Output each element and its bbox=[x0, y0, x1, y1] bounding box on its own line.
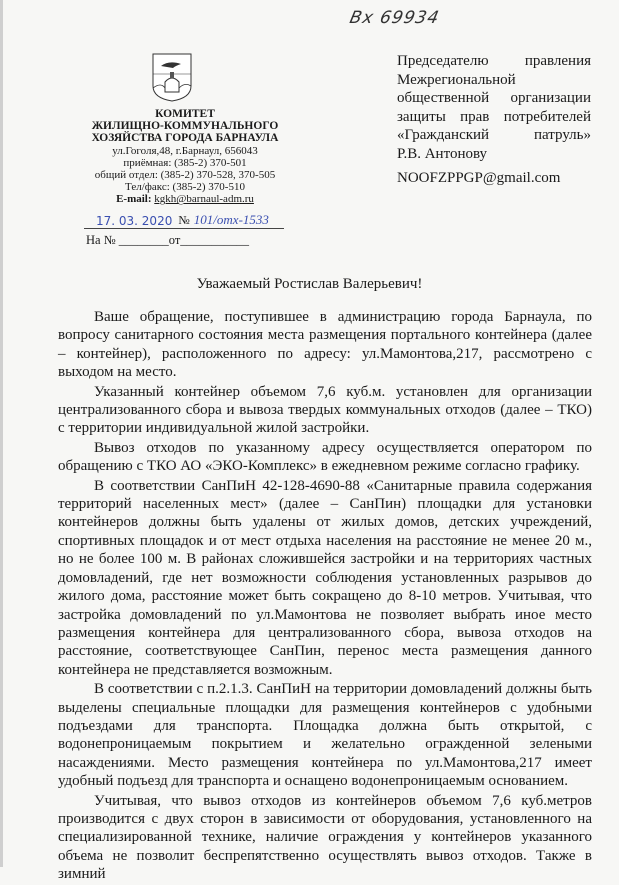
recipient-line: «Гражданский патруль» bbox=[397, 127, 591, 143]
sender-email-row bbox=[65, 193, 305, 205]
recipient-line: общественной организации bbox=[397, 90, 591, 106]
greeting: Уважаемый Ростислав Валерьевич! bbox=[196, 276, 423, 292]
email-label: E-mail: bbox=[116, 193, 152, 206]
sender-line-3: ХОЗЯЙСТВА ГОРОДА БАРНАУЛА bbox=[91, 132, 279, 145]
registration-mark: Вх 69934 bbox=[347, 8, 442, 28]
recipient-line: защиты прав потребителей bbox=[397, 108, 591, 125]
number-label: № bbox=[178, 213, 190, 227]
outgoing-number: 101/отх-1533 bbox=[193, 212, 269, 227]
paragraph: В соответствии с п.2.1.3. СанПиН на территории домовладений должны быть выделены специальные площадки для размещения контейнеров с удобными подъездами для транспорта. Площадка должна быть открытой, с водонепроницаемым покрытием и желательно огражденной зелеными насаждениями. Место размещения контейнера по ул.Мамонтова,217 имеет удобный подъезд для транспорта и оснащено водонепроницаемым основанием. bbox=[58, 681, 592, 790]
scan-edge bbox=[0, 0, 3, 867]
paragraph: Ваше обращение, поступившее в администрацию города Барнаула, по вопросу санитарного состояния места размещения портального контейнера (далее – контейнер), расположенного по адресу: ул.Мамонтова,217, рассмотрено с выходом на место. bbox=[58, 309, 592, 381]
recipient-email: NOOFZPPGP@gmail.com bbox=[397, 170, 561, 186]
paragraph: В соответствии СанПиН 42-128-4690-88 «Санитарные правила содержания территорий населенных мест» (далее – СанПин) площадки для установки контейнеров должны быть удалены от жилых домов, детских учреждений, спортивных площадок и от мест отдыха населения на расстояние не менее 20 м., но не более 100 м. В районах сложившейся застройки и на территориях частных домовладений, где нет возможности соблюдения установленных разрывов до жилого дома, расстояние может быть сокращено до 8-10 метров. Учитывая, что застройка домовладений по ул.Мамонтова не позволяет выбрать иное место размещения контейнера для централизованного сбора, вывоза отходов на расстояние, соответствующее СанПин, перенос места размещения данного контейнера не представляется возможным. bbox=[58, 477, 592, 678]
sender-fax: Тел/факс: (385-2) 370-510 bbox=[125, 181, 245, 194]
recipient-line: Председателю правления bbox=[397, 53, 591, 69]
recipient-line: Р.В. Антонову bbox=[397, 145, 488, 162]
sender-reception: приёмная: (385-2) 370-501 bbox=[123, 156, 247, 169]
sender-line-1: КОМИТЕТ bbox=[155, 108, 215, 120]
sender-line-2: ЖИЛИЩНО-КОММУНАЛЬНОГО bbox=[91, 120, 279, 133]
coat-of-arms-icon bbox=[151, 52, 193, 102]
paragraph: Вывоз отходов по указанному адресу осуществляется оператором по обращению с ТКО АО «ЭКО-Комплекс» в ежедневном режиме согласно графику. bbox=[58, 439, 592, 475]
sender-address: ул.Гоголя,48, г.Барнаул, 656043 bbox=[112, 144, 258, 157]
paragraph: Указанный контейнер объемом 7,6 куб.м. установлен для организации централизованного сбора и вывоза твердых коммунальных отходов (далее – ТКО) с территории индивидуальной жилой застройки. bbox=[58, 383, 592, 437]
reply-to-line: На № ________от___________ bbox=[86, 233, 250, 247]
recipient-line: Межрегиональной bbox=[397, 71, 516, 88]
outgoing-date-number bbox=[84, 212, 284, 229]
sender-general: общий отдел: (385-2) 370-528, 370-505 bbox=[94, 169, 276, 182]
paragraph: Учитывая, что вывоз отходов из контейнеров объемом 7,6 куб.метров производится с двух сторон в зависимости от оборудования, установленного на специализированной технике, наличие ограждения у контейнеров указанного объема не позволит беспрепятственно осуществлять вывоз отходов. Также в зимний bbox=[58, 792, 592, 883]
letter-body bbox=[58, 308, 592, 885]
sender-email[interactable]: kgkh@barnaul-adm.ru bbox=[154, 193, 254, 206]
recipient-block bbox=[397, 52, 591, 163]
sender-letterhead bbox=[65, 108, 305, 206]
outgoing-date: 17. 03. 2020 bbox=[96, 214, 173, 228]
